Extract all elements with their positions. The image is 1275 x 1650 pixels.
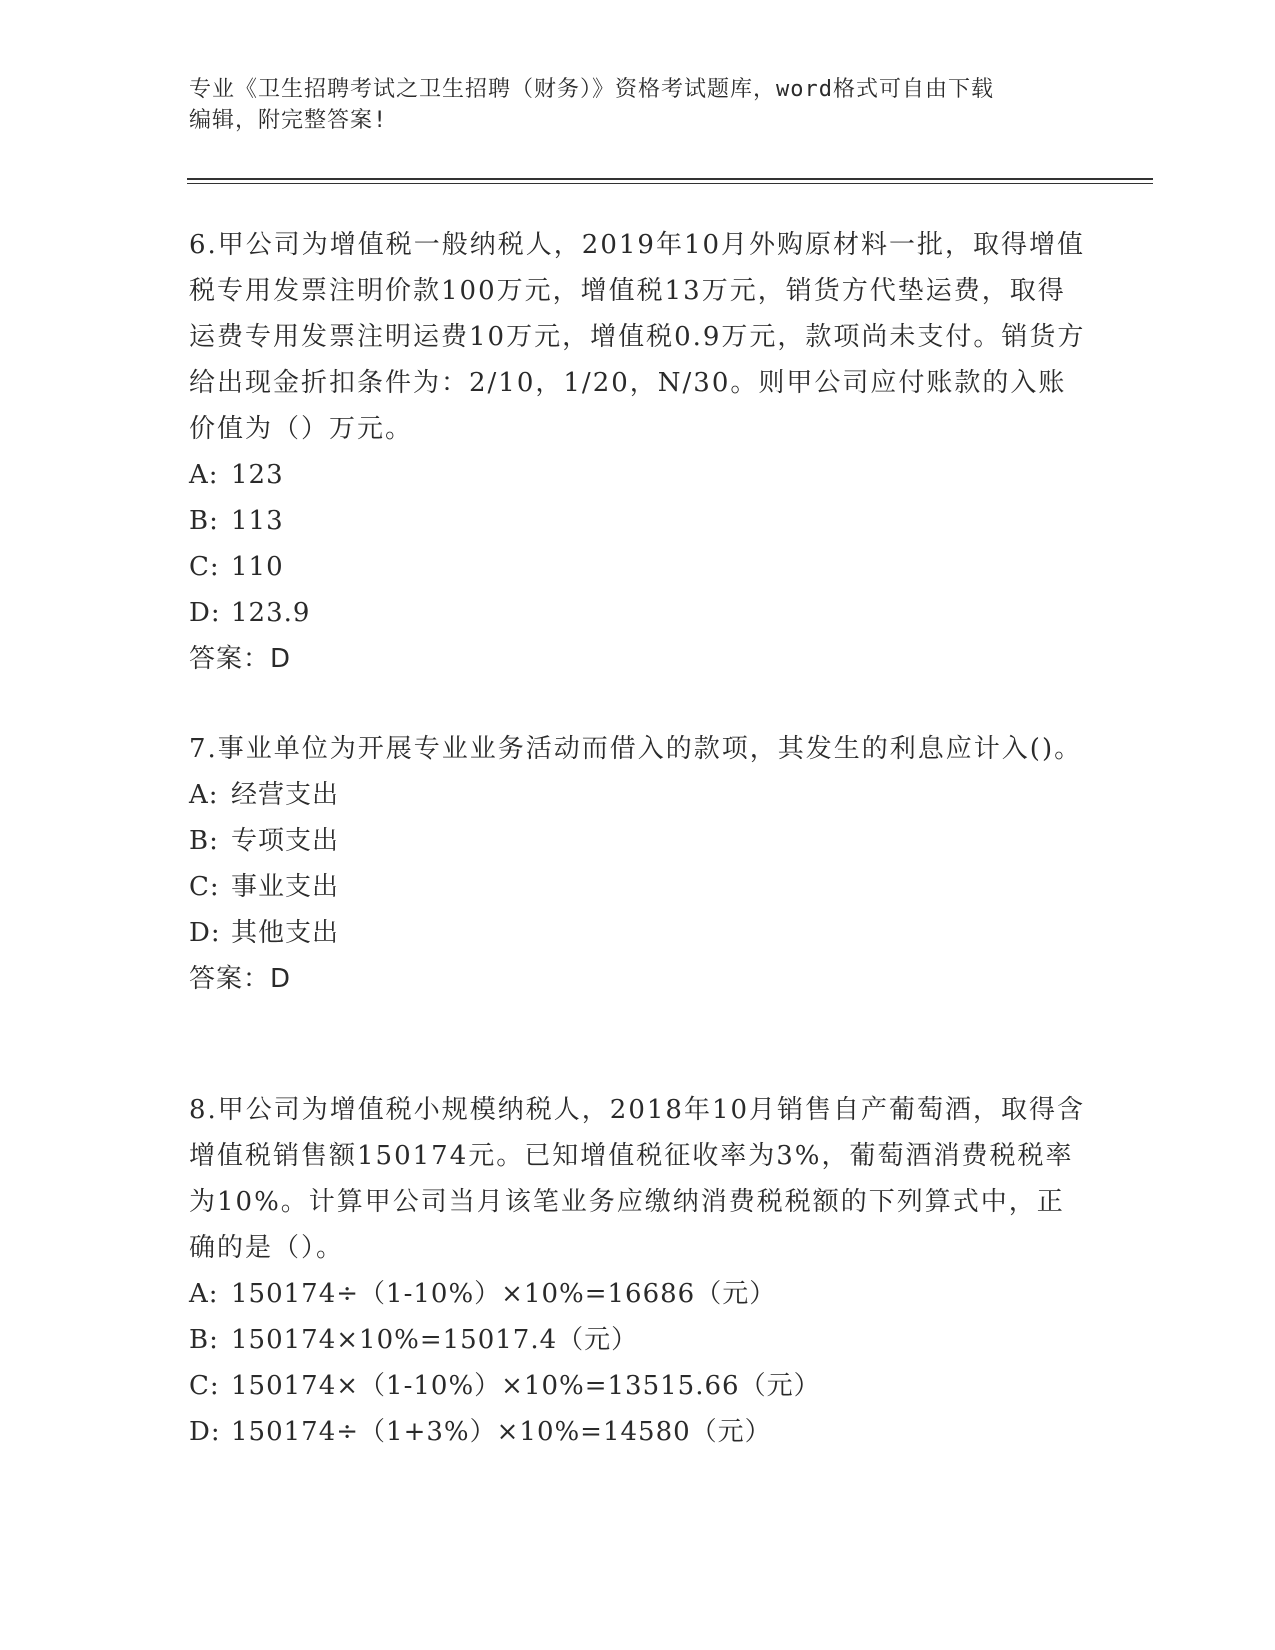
option-text: 110 <box>231 552 284 582</box>
option-letter: B: <box>189 1325 219 1355</box>
option-letter: B: <box>189 506 219 536</box>
option-text: 123 <box>231 460 284 490</box>
option-text: 123.9 <box>231 598 311 628</box>
question-stem: 6.甲公司为增值税一般纳税人，2019年10月外购原材料一批，取得增值税专用发票注明价款100万元，增值税13万元，销货方代垫运费，取得运费专用发票注明运费10万元，增值税0.9万元，款项尚未支付。销货方给出现金折扣条件为：2/10，1/20，N/30。则甲公司应付账款的入账价值为（）万元。 <box>189 230 1086 444</box>
option-text: 150174×（1-10%）×10%=13515.66（元） <box>231 1371 821 1401</box>
option-d <box>189 1409 1089 1455</box>
header-line-2: 编辑，附完整答案! <box>189 108 388 133</box>
option-c <box>189 1363 1089 1409</box>
option-letter: C: <box>189 552 220 582</box>
answer-line: 答案：D <box>189 644 292 674</box>
question-6 <box>189 222 1089 682</box>
option-text: 其他支出 <box>231 918 340 948</box>
document-header <box>189 74 1069 136</box>
answer-line: 答案：D <box>189 964 292 994</box>
option-letter: C: <box>189 872 220 902</box>
option-letter: A: <box>189 780 219 810</box>
option-d <box>189 590 1089 636</box>
option-b <box>189 498 1089 544</box>
option-letter: A: <box>189 1279 219 1309</box>
option-b <box>189 818 1089 864</box>
option-a <box>189 772 1089 818</box>
option-text: 113 <box>231 506 284 536</box>
question-8 <box>189 1087 1089 1455</box>
option-a <box>189 452 1089 498</box>
option-letter: D: <box>189 1417 221 1447</box>
option-c <box>189 864 1089 910</box>
header-line-1: 专业《卫生招聘考试之卫生招聘（财务）》资格考试题库，word格式可自由下载 <box>189 77 994 102</box>
question-7 <box>189 726 1089 1002</box>
option-text: 事业支出 <box>231 872 340 902</box>
option-letter: D: <box>189 598 221 628</box>
option-letter: D: <box>189 918 221 948</box>
option-d <box>189 910 1089 956</box>
option-letter: B: <box>189 826 219 856</box>
question-stem: 7.事业单位为开展专业业务活动而借入的款项，其发生的利息应计入()。 <box>189 734 1083 764</box>
header-divider-thin <box>187 183 1153 184</box>
option-b <box>189 1317 1089 1363</box>
option-c <box>189 544 1089 590</box>
option-text: 专项支出 <box>231 826 340 856</box>
option-text: 150174÷（1-10%）×10%=16686（元） <box>231 1279 777 1309</box>
option-a <box>189 1271 1089 1317</box>
option-text: 150174÷（1+3%）×10%=14580（元） <box>231 1417 772 1447</box>
option-text: 经营支出 <box>231 780 340 810</box>
option-letter: C: <box>189 1371 220 1401</box>
option-letter: A: <box>189 460 219 490</box>
option-text: 150174×10%=15017.4（元） <box>231 1325 639 1355</box>
header-divider-thick <box>187 178 1153 180</box>
question-stem: 8.甲公司为增值税小规模纳税人，2018年10月销售自产葡萄酒，取得含增值税销售额150174元。已知增值税征收率为3%，葡萄酒消费税税率为10%。计算甲公司当月该笔业务应缴纳消费税税额的下列算式中，正确的是（）。 <box>189 1095 1086 1263</box>
